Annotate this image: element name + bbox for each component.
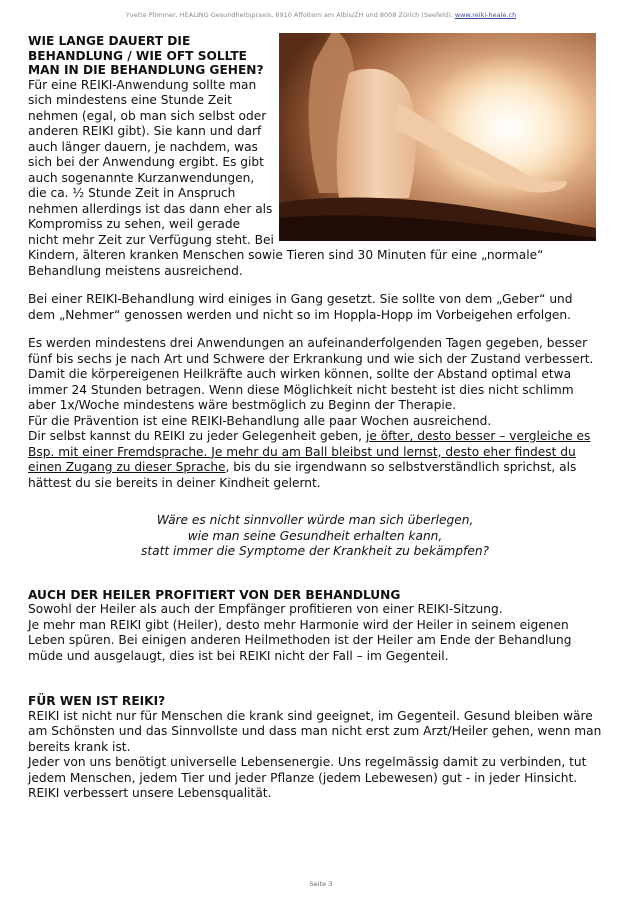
paragraph-interval: Damit die körpereigenen Heilkräfte auch wirken können, sollte der Abstand optimal etwa immer 24 Stunden betragen. Wenn diese Möglichkeit nicht besteht ist dies nicht schlimm aber 1x/Woche mindestens wäre bestmöglich zu Beginn der Therapie. bbox=[28, 367, 574, 412]
page-number: Seite 3 bbox=[309, 880, 333, 888]
header-text: Yvette Plimmer, HEALING Gesundheitspraxis, 8910 Affoltern am Albis/ZH und 8008 Zürich (Seefeld). bbox=[125, 11, 455, 19]
paragraph-self-treatment: Dir selbst kannst du REIKI zu jeder Gelegenheit geben, je öfter, desto besser – vergleiche es Bsp. mit einer Fremdsprache. Je mehr du am Ball bleibst und lernst, desto eher findest du einen Zugang zu dieser Sprache, bis du sie irgendwann so selbstverständlich sprichst, als hättest du sie bereits in deiner Kindheit gelernt. bbox=[28, 429, 591, 490]
quote-line: statt immer die Symptome der Krankheit zu bekämpfen? bbox=[140, 544, 490, 558]
page-content bbox=[28, 34, 602, 802]
page-header bbox=[0, 11, 642, 19]
heading-treatment-duration: WIE LANGE DAUERT DIE BEHANDLUNG / WIE OFT SOLLTE MAN IN DIE BEHANDLUNG GEHEN? bbox=[28, 34, 264, 77]
paragraph-both-benefit: Sowohl der Heiler als auch der Empfänger profitieren von einer REIKI-Sitzung. bbox=[28, 602, 503, 616]
quote-line: Wäre es nicht sinnvoller würde man sich überlegen, bbox=[156, 513, 474, 527]
heading-who-is-reiki-for: FÜR WEN IST REIKI? bbox=[28, 694, 166, 708]
paragraph-sessions: Es werden mindestens drei Anwendungen an aufeinanderfolgenden Tagen gegeben, besser fünf bis sechs je nach Art und Schwere der Erkrankung und wie sich der Zustand verbessert. bbox=[28, 336, 594, 366]
paragraph-duration: Für eine REIKI-Anwendung sollte man sich mindestens eine Stunde Zeit nehmen (egal, ob man sich selbst oder anderen REIKI gibt). Sie kann und darf auch länger dauern, je nachdem, was sich bei der Anwendung ergibt. Es gibt auch sogenannte Kurzanwendungen, die ca. ½ Stunde Zeit in Anspruch nehmen allerdings ist das dann eher als Kompromiss zu sehen, weil gerade nicht mehr Zeit zur Verfügung steht. Bei Kindern, älteren kranken Menschen sowie Tieren sind 30 Minuten für eine „normale“ Behandlung meistens ausreichend. bbox=[28, 77, 544, 278]
underlined-comparison: je öfter, desto besser – vergleiche es Bsp. mit einer Fremdsprache. Je mehr du am Ball bleibst und lernst, desto eher findest du einen Zugang zu dieser Sprache bbox=[28, 429, 591, 474]
paragraph-life-energy: Jeder von uns benötigt universelle Lebensenergie. Uns regelmässig damit zu verbinden, tut jedem Menschen, jedem Tier und jeder Pflanze (jedem Lebewesen) gut - in jeder Hinsicht. REIKI verbessert unsere Lebensqualität. bbox=[28, 755, 587, 800]
paragraph-harmony: Je mehr man REIKI gibt (Heiler), desto mehr Harmonie wird der Heiler in seinem eigenen Leben spüren. Bei einigen anderen Heilmethoden ist der Heiler am Ende der Behandlung müde und ausgelaugt, dies ist bei REIKI nicht der Fall – im Gegenteil. bbox=[28, 617, 572, 663]
website-link[interactable]: www.reiki-heale.ch bbox=[454, 11, 517, 19]
quote-line: wie man seine Gesundheit erhalten kann, bbox=[187, 528, 443, 543]
quote-block bbox=[28, 513, 602, 560]
paragraph-prevention: Für die Prävention ist eine REIKI-Behandlung alle paar Wochen ausreichend. bbox=[28, 413, 492, 428]
heading-healer-benefits: AUCH DER HEILER PROFITIERT VON DER BEHANDLUNG bbox=[28, 587, 401, 602]
paragraph-not-only-sick: REIKI ist nicht nur für Menschen die krank sind geeignet, im Gegenteil. Gesund bleiben wäre am Schönsten und das Sinnvollste und dass man nicht erst zum Arzt/Heiler gehen, wenn man bereits krank ist. bbox=[28, 708, 602, 754]
photo-spacer bbox=[274, 34, 602, 242]
paragraph-giver-receiver: Bei einer REIKI-Behandlung wird einiges in Gang gesetzt. Sie sollte von dem „Geber“ und dem „Nehmer“ genossen werden und nicht so im Hoppla-Hopp im Vorbeigehen erfolgen. bbox=[28, 292, 573, 322]
